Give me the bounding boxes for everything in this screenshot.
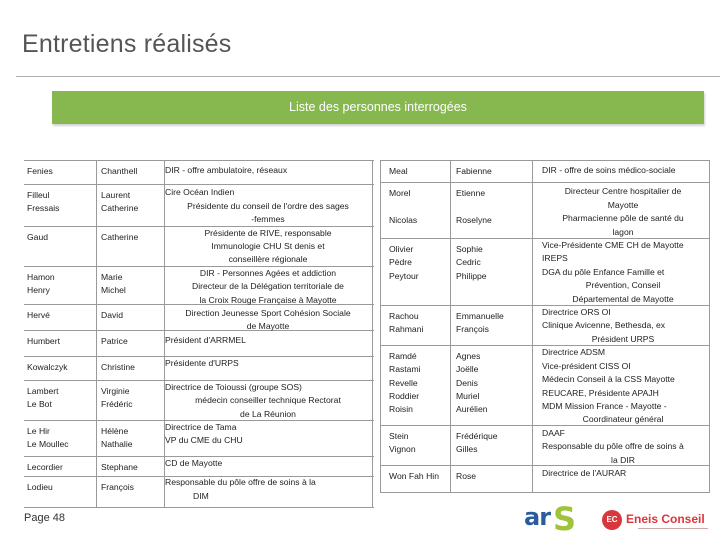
role-line: Pharmacienne pôle de santé du — [562, 213, 684, 224]
role-line: de La Réunion — [240, 408, 296, 419]
role-line: Vice-Présidente CME CH de Mayotte — [542, 240, 684, 251]
role-line: Présidente de RIVE, responsable — [204, 227, 332, 238]
role-line: la Croix Rouge Française à Mayotte — [199, 294, 337, 305]
last-name-cell: Hamon Henry — [27, 272, 55, 296]
role-line: Directrice de Tama — [165, 421, 237, 432]
role-line: lagon — [612, 226, 634, 237]
role-line: IREPS — [542, 253, 568, 264]
role-line: la DIR — [611, 454, 635, 465]
ars-logo — [522, 500, 580, 539]
ars-logo-text: ar — [524, 503, 551, 531]
last-name-cell: Stein Vignon — [389, 431, 416, 455]
role-line: DGA du pôle Enfance Famille et — [542, 266, 665, 277]
role-line: Directrice ADSM — [542, 347, 606, 358]
role-line: Président URPS — [591, 333, 655, 344]
first-name-cell: Fabienne — [456, 166, 492, 176]
role-line: DIR - offre de soins médico-sociale — [542, 165, 676, 175]
role-line: DAAF — [542, 427, 565, 438]
role-line: Cire Océan Indien — [165, 187, 235, 198]
role-line: Responsable du pôle offre de soins à — [542, 441, 684, 452]
last-name-cell: Le Hir Le Moullec — [27, 426, 69, 450]
last-name-cell: Rachou Rahmani — [389, 311, 424, 335]
role-line: Mayotte — [607, 199, 639, 210]
role-line: Directrice de l'AURAR — [542, 467, 627, 478]
last-name-cell: Gaud — [27, 232, 49, 242]
last-name-cell: Lodieu — [27, 482, 53, 492]
column-divider — [380, 160, 381, 492]
role-line: DIR - Personnes Agées et addiction — [199, 267, 337, 278]
eneis-logo-text: Eneis Conseil — [626, 512, 705, 526]
role-line: REUCARE, Présidente APAJH — [542, 387, 659, 398]
last-name-cell: Ramdé Rastami Revelle Roddier Roisin — [389, 351, 421, 415]
role-line: Président d'ARRMEL — [165, 334, 246, 345]
first-name-cell: Etienne Roselyne — [456, 188, 492, 225]
first-name-cell: Agnes Joëlle Denis Muriel Aurélien — [456, 351, 488, 415]
first-name-cell: Sophie Cedric Philippe — [456, 244, 487, 281]
last-name-cell: Humbert — [27, 336, 60, 346]
right-roles-column — [536, 164, 710, 480]
column-divider — [532, 160, 533, 492]
role-line: Présidente du conseil de l'ordre des sages — [187, 200, 349, 211]
column-divider — [96, 160, 97, 507]
last-name-cell: Fenies — [27, 166, 53, 176]
first-name-cell: Laurent Catherine — [101, 190, 139, 214]
last-name-cell: Won Fah Hin — [389, 471, 439, 481]
role-line: conseillère régionale — [228, 254, 308, 265]
last-name-cell: Morel Nicolas — [389, 188, 418, 225]
last-name-cell: Hervé — [27, 310, 50, 320]
section-banner: Liste des personnes interrogées — [52, 91, 704, 124]
role-line: Directrice de Toioussi (groupe SOS) — [165, 381, 302, 392]
role-line: DIM — [193, 490, 209, 501]
first-name-cell: Hélène Nathalie — [101, 426, 133, 450]
page-number: Page 48 — [24, 512, 65, 524]
role-line: MDM Mission France - Mayotte - — [542, 400, 667, 411]
first-name-cell: David — [101, 310, 123, 320]
role-line: Départemental de Mayotte — [572, 293, 674, 304]
role-line: Immunologie CHU St denis et — [211, 241, 325, 252]
role-line: Clinique Avicenne, Bethesda, ex — [542, 320, 666, 331]
role-line: CD de Mayotte — [165, 457, 223, 468]
role-line: Présidente d'URPS — [165, 358, 239, 369]
column-divider — [450, 160, 451, 492]
first-name-cell: Marie Michel — [101, 272, 126, 296]
role-line: médecin conseiller technique Rectorat — [195, 395, 341, 406]
page-title: Entretiens réalisés — [22, 30, 232, 58]
eneis-conseil-logo — [602, 508, 714, 536]
role-line: DIR - offre ambulatoire, réseaux — [165, 165, 288, 175]
role-line: Coordinateur général — [582, 414, 664, 425]
first-name-cell: Stephane — [101, 462, 138, 472]
role-line: Directeur de la Délégation territoriale de — [192, 281, 344, 292]
first-name-cell: Christine — [101, 362, 135, 372]
eneis-tagline — [638, 528, 708, 533]
role-line: Directrice ORS OI — [542, 307, 611, 318]
role-line: de Mayotte — [246, 321, 290, 332]
role-line: -femmes — [251, 214, 285, 225]
column-divider — [372, 160, 373, 507]
first-name-cell: Chanthell — [101, 166, 138, 176]
role-line: Directeur Centre hospitalier de — [564, 186, 682, 197]
first-name-cell: Frédérique Gilles — [456, 431, 498, 455]
last-name-cell: Kowalczyk — [27, 362, 68, 372]
first-name-cell: Rose — [456, 471, 477, 481]
last-name-cell: Lambert Le Bot — [27, 386, 59, 410]
first-name-cell: Emmanuelle François — [456, 311, 504, 335]
role-line: Responsable du pôle offre de soins à la — [165, 477, 316, 488]
last-name-cell: Meal — [389, 166, 408, 176]
role-line: Direction Jeunesse Sport Cohésion Sociale — [185, 308, 351, 319]
first-name-cell: Patrice — [101, 336, 128, 346]
role-line: Médecin Conseil à la CSS Mayotte — [542, 374, 675, 385]
left-roles-column — [165, 164, 371, 503]
last-name-cell: Filleul Fressais — [27, 190, 60, 214]
first-name-cell: Catherine — [101, 232, 139, 242]
role-line: Prévention, Conseil — [585, 280, 661, 291]
role-line: VP du CME du CHU — [165, 435, 243, 446]
title-divider — [16, 76, 720, 77]
first-name-cell: Virginie Frédéric — [101, 386, 133, 410]
eneis-mark-icon: EC — [602, 510, 622, 530]
last-name-cell: Olivier Pèdre Peytour — [389, 244, 419, 281]
first-name-cell: François — [101, 482, 134, 492]
role-line: Vice-président CISS OI — [542, 360, 631, 371]
last-name-cell: Lecordier — [27, 462, 63, 472]
ars-logo-s: S — [553, 500, 577, 538]
